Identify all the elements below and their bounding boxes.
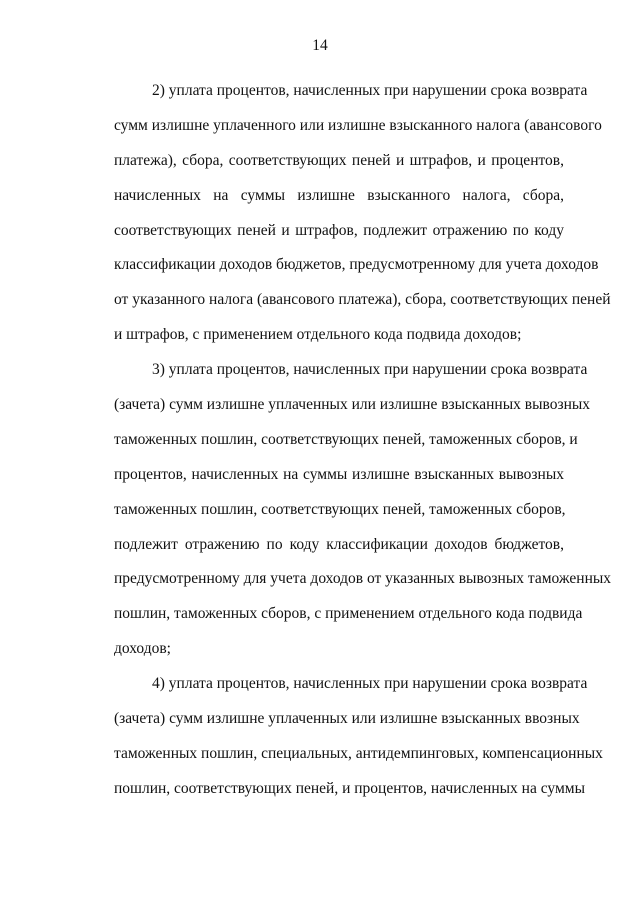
text-line: и штрафов, с применением отдельного кода подвида доходов; — [114, 326, 522, 344]
text-line: сумм излишне уплаченного или излишне взысканного налога (авансового — [114, 116, 602, 134]
text-line: (зачета) сумм излишне уплаченных или излишне взысканных ввозных — [114, 710, 580, 728]
text-line: (зачета) сумм излишне уплаченных или излишне взысканных вывозных — [114, 396, 591, 414]
text-line: таможенных пошлин, соответствующих пеней, таможенных сборов, — [114, 500, 566, 518]
text-line: таможенных пошлин, соответствующих пеней, таможенных сборов, и — [114, 430, 578, 448]
text-line: пошлин, соответствующих пеней, и процентов, начисленных на суммы — [114, 779, 585, 797]
paragraph-2 — [76, 74, 611, 353]
text-line: 4) уплата процентов, начисленных при нарушении срока возврата — [152, 675, 588, 693]
paragraph-3 — [76, 353, 612, 667]
text-line: 2) уплата процентов, начисленных при нарушении срока возврата — [152, 82, 588, 99]
text-line: таможенных пошлин, специальных, антидемпинговых, компенсационных — [114, 744, 603, 762]
document-body — [76, 74, 612, 807]
text-line: классификации доходов бюджетов, предусмотренному для учета доходов — [114, 256, 599, 274]
text-line: доходов; — [114, 640, 171, 658]
text-line: подлежит отражению по коду классификации доходов бюджетов, — [114, 535, 564, 553]
text-line: платежа), сбора, соответствующих пеней и штрафов, и процентов, — [114, 151, 564, 169]
text-line: предусмотренному для учета доходов от указанных вывозных таможенных — [114, 570, 612, 588]
paragraph-4 — [76, 667, 603, 807]
text-line: пошлин, таможенных сборов, с применением отдельного кода подвида — [114, 605, 583, 623]
text-line: процентов, начисленных на суммы излишне взысканных вывозных — [114, 465, 564, 483]
text-line: 3) уплата процентов, начисленных при нарушении срока возврата — [152, 361, 588, 379]
page-number: 14 — [312, 37, 328, 54]
text-line: начисленных на суммы излишне взысканного налога, сбора, — [114, 186, 564, 204]
text-line: от указанного налога (авансового платежа), сбора, соответствующих пеней — [114, 291, 611, 309]
text-line: соответствующих пеней и штрафов, подлежит отражению по коду — [114, 221, 564, 239]
